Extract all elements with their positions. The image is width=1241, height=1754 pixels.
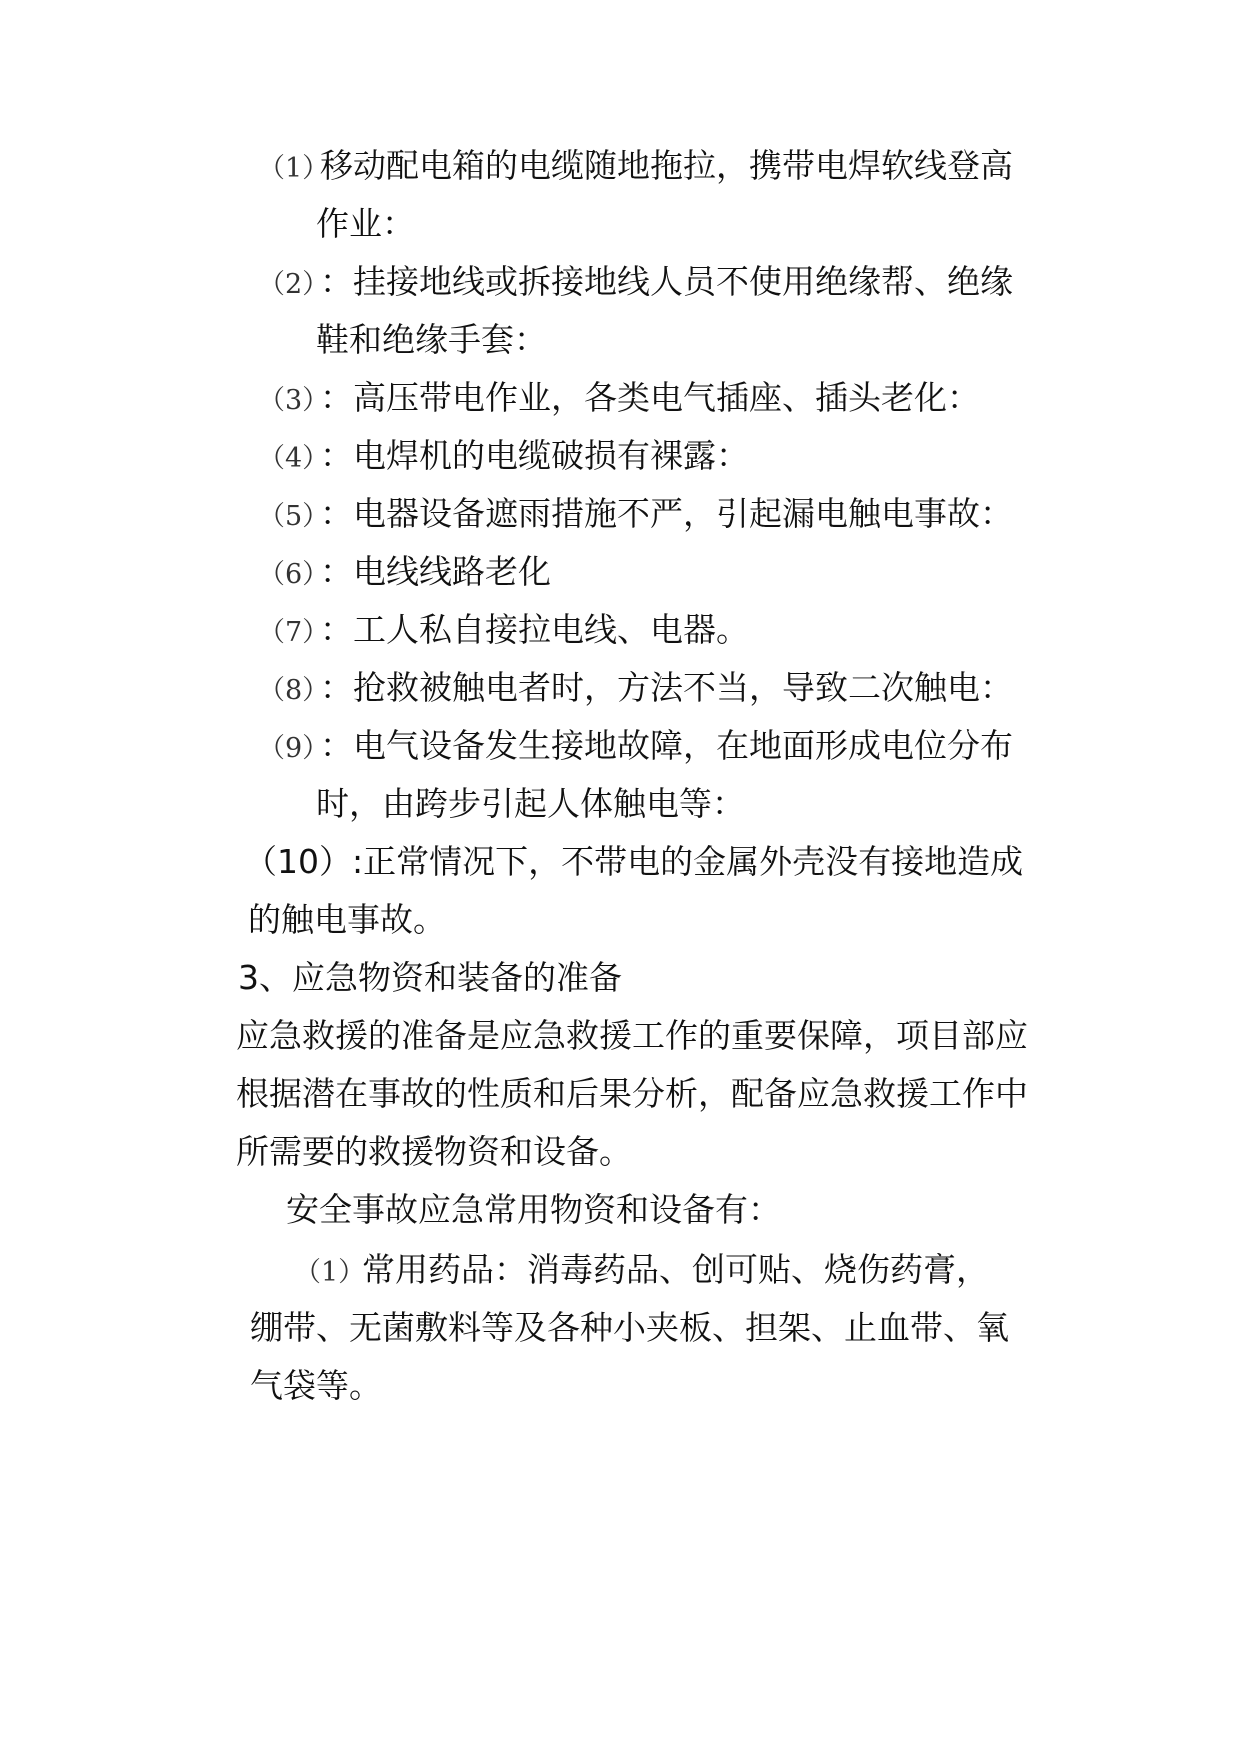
list-item-2	[258, 262, 1013, 305]
section-heading: 3、应急物资和装备的准备	[238, 958, 622, 997]
item-number: （1）	[294, 1257, 366, 1288]
item-text: ：挂接地线或拆接地线人员不使用绝缘帮、绝缘	[320, 262, 1013, 301]
item-number: （6）	[258, 559, 330, 590]
supply-item-1	[294, 1250, 989, 1293]
list-item-8	[258, 668, 1013, 711]
item-number: （7）	[258, 617, 330, 648]
item-text: ：电线线路老化	[320, 552, 551, 591]
item-text: ：电焊机的电缆破损有裸露：	[320, 436, 749, 475]
list-item-6	[258, 552, 551, 595]
item-text: ：工人私自接拉电线、电器。	[320, 610, 749, 649]
item-text: ：电器设备遮雨措施不严，引起漏电触电事故：	[320, 494, 1013, 533]
list-item-7	[258, 610, 749, 653]
list-item-9	[258, 726, 1013, 769]
paragraph-line-2: 根据潜在事故的性质和后果分析，配备应急救援工作中	[236, 1074, 1028, 1113]
list-item-4	[258, 436, 749, 479]
supply-item-1-continuation: 绷带、无菌敷料等及各种小夹板、担架、止血带、氧	[250, 1308, 1009, 1347]
item-text: 常用药品：消毒药品、创可贴、烧伤药膏，	[362, 1250, 989, 1289]
paragraph-line-1: 应急救援的准备是应急救援工作的重要保障，项目部应	[236, 1016, 1028, 1055]
list-item-3	[258, 378, 980, 421]
item-number: （2）	[258, 269, 330, 300]
list-item-5	[258, 494, 1013, 537]
item-number: （5）	[258, 501, 330, 532]
item-number: （8）	[258, 675, 330, 706]
item-number: （3）	[258, 385, 330, 416]
list-item-2-continuation: 鞋和绝缘手套：	[316, 320, 547, 359]
list-item-10: （10）:正常情况下，不带电的金属外壳没有接地造成	[244, 842, 1024, 881]
item-text: ：电气设备发生接地故障，在地面形成电位分布	[320, 726, 1013, 765]
list-item-9-continuation: 时，由跨步引起人体触电等：	[316, 784, 745, 823]
paragraph-line-3: 所需要的救援物资和设备。	[236, 1132, 632, 1171]
item-text: ：高压带电作业，各类电气插座、插头老化：	[320, 378, 980, 417]
item-number: （9）	[258, 733, 330, 764]
list-item-1-continuation: 作业：	[316, 204, 415, 243]
list-item-10-continuation: 的触电事故。	[248, 900, 446, 939]
item-text: ：抢救被触电者时，方法不当，导致二次触电：	[320, 668, 1013, 707]
item-number: （4）	[258, 443, 330, 474]
item-number: （1）	[258, 153, 330, 184]
subheading: 安全事故应急常用物资和设备有：	[286, 1190, 781, 1229]
supply-item-1-continuation-2: 气袋等。	[250, 1366, 382, 1405]
list-item-1	[258, 146, 1013, 189]
item-text: 移动配电箱的电缆随地拖拉，携带电焊软线登高	[320, 146, 1013, 185]
